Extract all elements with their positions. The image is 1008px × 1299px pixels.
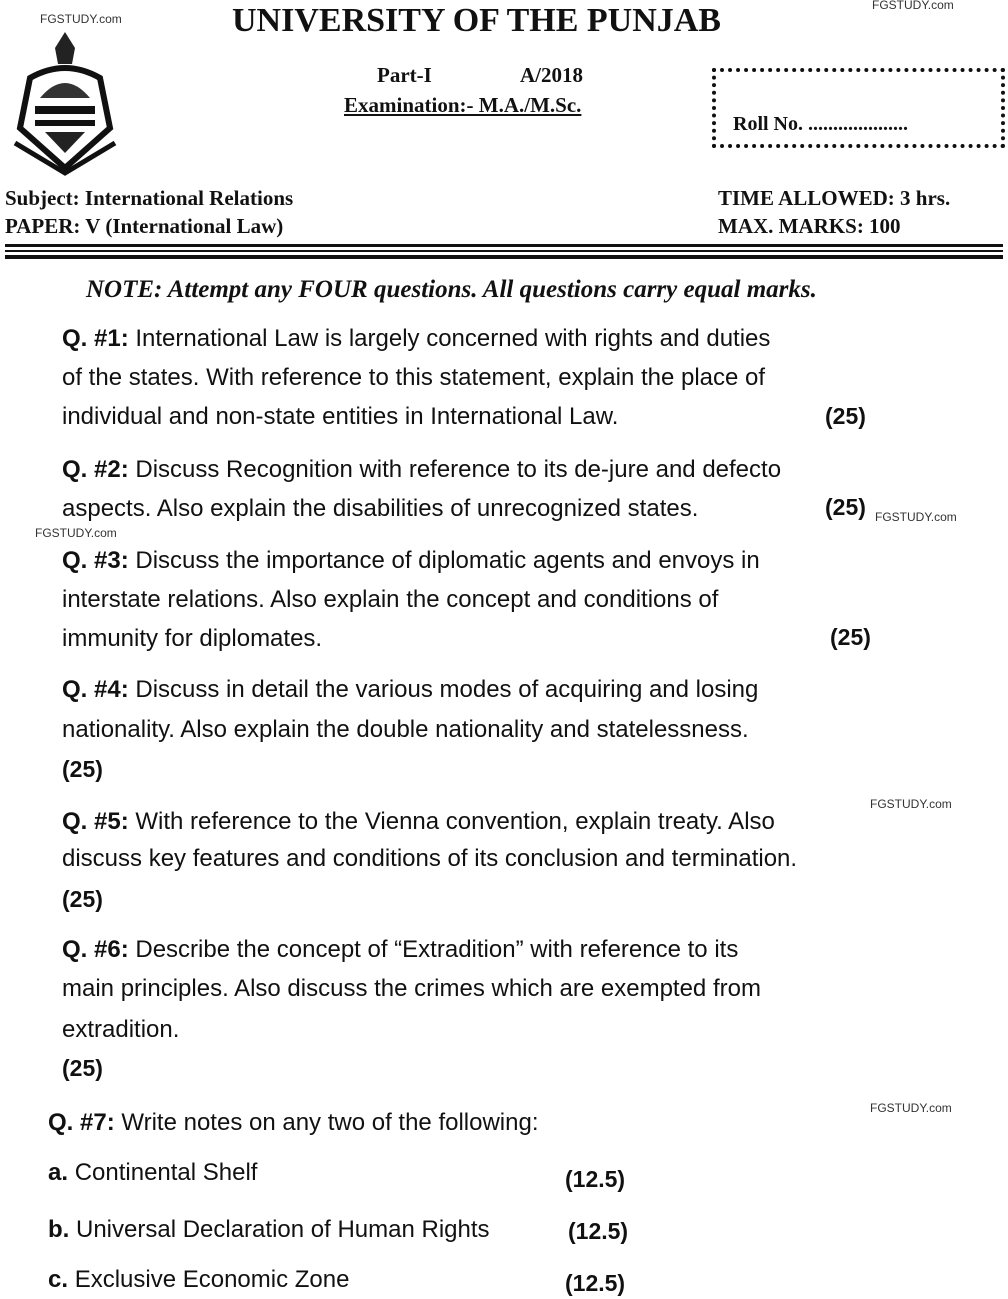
session-label: A/2018: [520, 63, 583, 87]
paper-label: PAPER: V (International Law): [5, 214, 284, 238]
roll-number-box: [712, 68, 1005, 148]
item-marks: (12.5): [565, 1166, 626, 1192]
item-text: Universal Declaration of Human Rights: [76, 1216, 490, 1243]
question-number: Q. #1:: [62, 325, 129, 352]
question-text: aspects. Also explain the disabilities of unrecognized states.: [62, 495, 699, 522]
question-number: Q. #6:: [62, 936, 129, 963]
question-number: Q. #3:: [62, 547, 129, 574]
time-allowed: TIME ALLOWED: 3 hrs.: [718, 186, 951, 210]
question-6: [62, 936, 738, 964]
question-marks: (25): [62, 1055, 103, 1081]
examination-label: Examination:- M.A./M.Sc.: [344, 93, 582, 117]
question-number: Q. #5:: [62, 808, 129, 835]
question-text: Describe the concept of “Extradition” with reference to its: [135, 936, 739, 963]
item-letter: c.: [48, 1266, 69, 1293]
question-text: of the states. With reference to this statement, explain the place of: [62, 364, 766, 391]
watermark: FGSTUDY.com: [872, 0, 954, 12]
question-4: [62, 676, 758, 704]
question-text: Write notes on any two of the following:: [121, 1109, 539, 1136]
item-text: Continental Shelf: [74, 1159, 258, 1186]
max-marks: MAX. MARKS: 100: [718, 214, 901, 238]
item-text: Exclusive Economic Zone: [74, 1266, 350, 1293]
instructions-note: NOTE: Attempt any FOUR questions. All questions carry equal marks.: [86, 276, 817, 303]
question-text: nationality. Also explain the double nationality and statelessness.: [62, 716, 749, 743]
question-text: extradition.: [62, 1016, 180, 1043]
question-number: Q. #2:: [62, 456, 129, 483]
watermark: FGSTUDY.com: [870, 1101, 952, 1115]
question-text: With reference to the Vienna convention, explain treaty. Also: [135, 808, 775, 835]
question-text: discuss key features and conditions of its conclusion and termination.: [62, 845, 798, 872]
question-2: [62, 456, 781, 484]
question-marks: (25): [825, 494, 866, 520]
question-5: [62, 808, 775, 836]
watermark: FGSTUDY.com: [875, 510, 957, 524]
question-marks: (25): [62, 756, 103, 782]
question-text: main principles. Also discuss the crimes which are exempted from: [62, 975, 761, 1002]
question-number: Q. #7:: [48, 1109, 115, 1136]
subject-label: Subject: International Relations: [5, 186, 294, 210]
item-marks: (12.5): [568, 1218, 629, 1244]
note-item-c: [48, 1266, 349, 1294]
university-crest-logo: [10, 28, 120, 176]
question-text: immunity for diplomates.: [62, 625, 323, 652]
university-title: UNIVERSITY OF THE PUNJAB: [232, 2, 721, 39]
item-letter: a.: [48, 1159, 69, 1186]
question-3: [62, 547, 760, 575]
note-item-a: [48, 1159, 257, 1187]
divider: [5, 250, 1003, 252]
question-text: Discuss the importance of diplomatic agents and envoys in: [135, 547, 760, 574]
item-marks: (12.5): [565, 1270, 626, 1296]
watermark: FGSTUDY.com: [35, 526, 117, 540]
question-text: interstate relations. Also explain the concept and conditions of: [62, 586, 719, 613]
divider: [5, 244, 1003, 247]
question-text: Discuss in detail the various modes of acquiring and losing: [135, 676, 759, 703]
question-marks: (25): [62, 886, 103, 912]
item-letter: b.: [48, 1216, 70, 1243]
question-7: [48, 1109, 539, 1137]
part-label: Part-I: [377, 63, 432, 87]
question-marks: (25): [830, 624, 871, 650]
roll-number-field: Roll No. ....................: [733, 113, 908, 135]
question-text: Discuss Recognition with reference to its de-jure and defecto: [135, 456, 782, 483]
note-item-b: [48, 1216, 490, 1244]
watermark: FGSTUDY.com: [40, 12, 122, 26]
watermark: FGSTUDY.com: [870, 797, 952, 811]
question-1: [62, 325, 770, 353]
question-number: Q. #4:: [62, 676, 129, 703]
question-text: individual and non-state entities in International Law.: [62, 403, 619, 430]
question-text: International Law is largely concerned with rights and duties: [135, 325, 771, 352]
question-marks: (25): [825, 403, 866, 429]
divider: [5, 255, 1003, 259]
